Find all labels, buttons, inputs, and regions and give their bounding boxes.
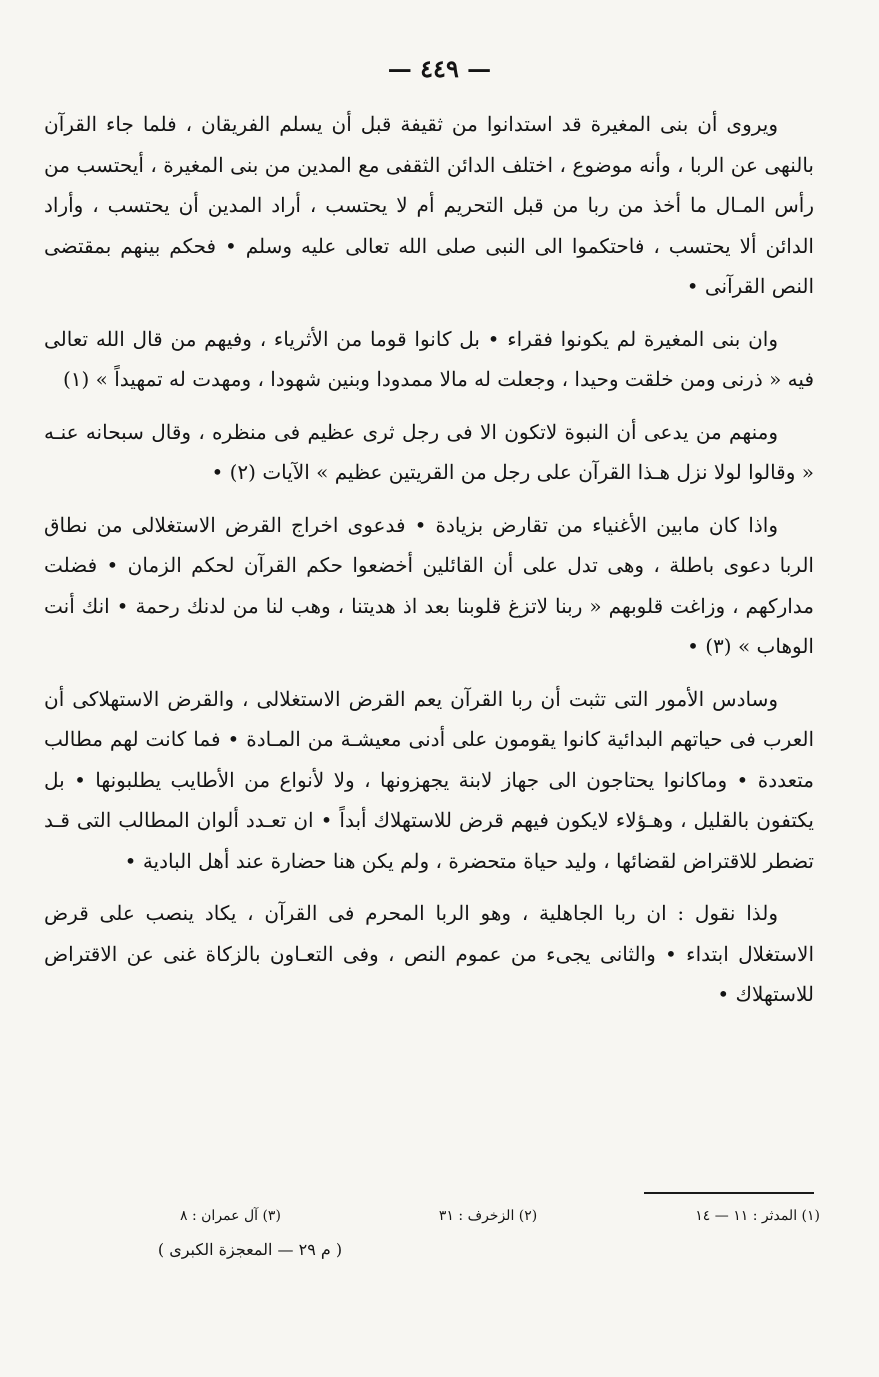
footnote-2: (٢) الزخرف : ٣١ [438,1208,538,1224]
page-number: — ٤٤٩ — [387,54,492,83]
footnote-divider [644,1192,814,1194]
paragraph: واذا كان مابين الأغنياء من تقارض بزيادة • فدعوى اخراج القرض الاستغلالى من نطاق الربا دعوى باطلة ، وهى تدل على أن القائلين أخضعوا حكم القرآن لحكم الزمان • فضلت مداركهم ، وزاغت قلوبهم « ربنا لاتزغ قلوبنا بعد اذ هديتنا ، وهب لنا من لدنك رحمة • انك أنت الوهاب » (٣) • [44,512,814,658]
paragraph: ولذا نقول : ان ربا الجاهلية ، وهو الربا المحرم فى القرآن ، يكاد ينصب على قرض الاستغلال ابتداء • والثانى يجىء من عموم النص ، وفى التعـاون بالزكاة غنى عن الاقتراض للاستهلاك • [44,901,814,1006]
paragraph: ويروى أن بنى المغيرة قد استدانوا من ثقيفة قبل أن يسلم الفريقان ، فلما جاء القرآن بالنهى عن الربا ، وأنه موضوع ، اختلف الدائن الثقفى مع المدين من بنى المغيرة ، أيحتسب من رأس المـال ما أخذ من ربا من قبل التحريم أم لا يحتسب ، أراد المدين أن يحتسب ، وأراد الدائن ألا يحتسب ، فاحتكموا الى النبى صلى الله تعالى عليه وسلم • فحكم بينهم بمقتضى النص القرآنى • [44,112,814,298]
paragraph: وان بنى المغيرة لم يكونوا فقراء • بل كانوا قوما من الأثرياء ، وفيهم من قال الله تعالى فيه « ذرنى ومن خلقت وحيدا ، وجعلت له مالا ممدودا وبنين شهودا ، ومهدت له تمهيداً » (١) [44,326,814,391]
paragraph: ومنهم من يدعى أن النبوة لاتكون الا فى رجل ثرى عظيم فى منظره ، وقال سبحانه عنـه « وقالوا لولا نزل هـذا القرآن على رجل من القريتين عظيم » الآيات (٢) • [44,419,814,484]
paragraph: وسادس الأمور التى تثبت أن ربا القرآن يعم القرض الاستغلالى ، والقرض الاستهلاكى أن العرب فى حياتهم البدائية كانوا يقومون على أدنى معيشـة من المـادة • فما كانت لهم مطالب متعددة • وماكانوا يحتاجون الى جهاز لابنة يجهزونها ، ولا لأنواع من الأطايب يطلبونها • بل يكتفون بالقليل ، وهـؤلاء لايكون فيهم قرض للاستهلاك أبداً • ان تعـدد ألوان المطالب التى قـد تضطر للاقتراض لقضائها ، وليد حياة متحضرة ، ولم يكن هنا حضارة عند أهل البادية • [44,686,814,873]
footnotes [180,1208,820,1224]
footnote-3: (٣) آل عمران : ٨ [180,1208,281,1224]
main-text [44,104,814,1027]
footnote-1: (١) المدثر : ١١ — ١٤ [695,1208,820,1224]
signature-mark: ( م ٢٩ — المعجزة الكبرى ) [157,1240,343,1259]
